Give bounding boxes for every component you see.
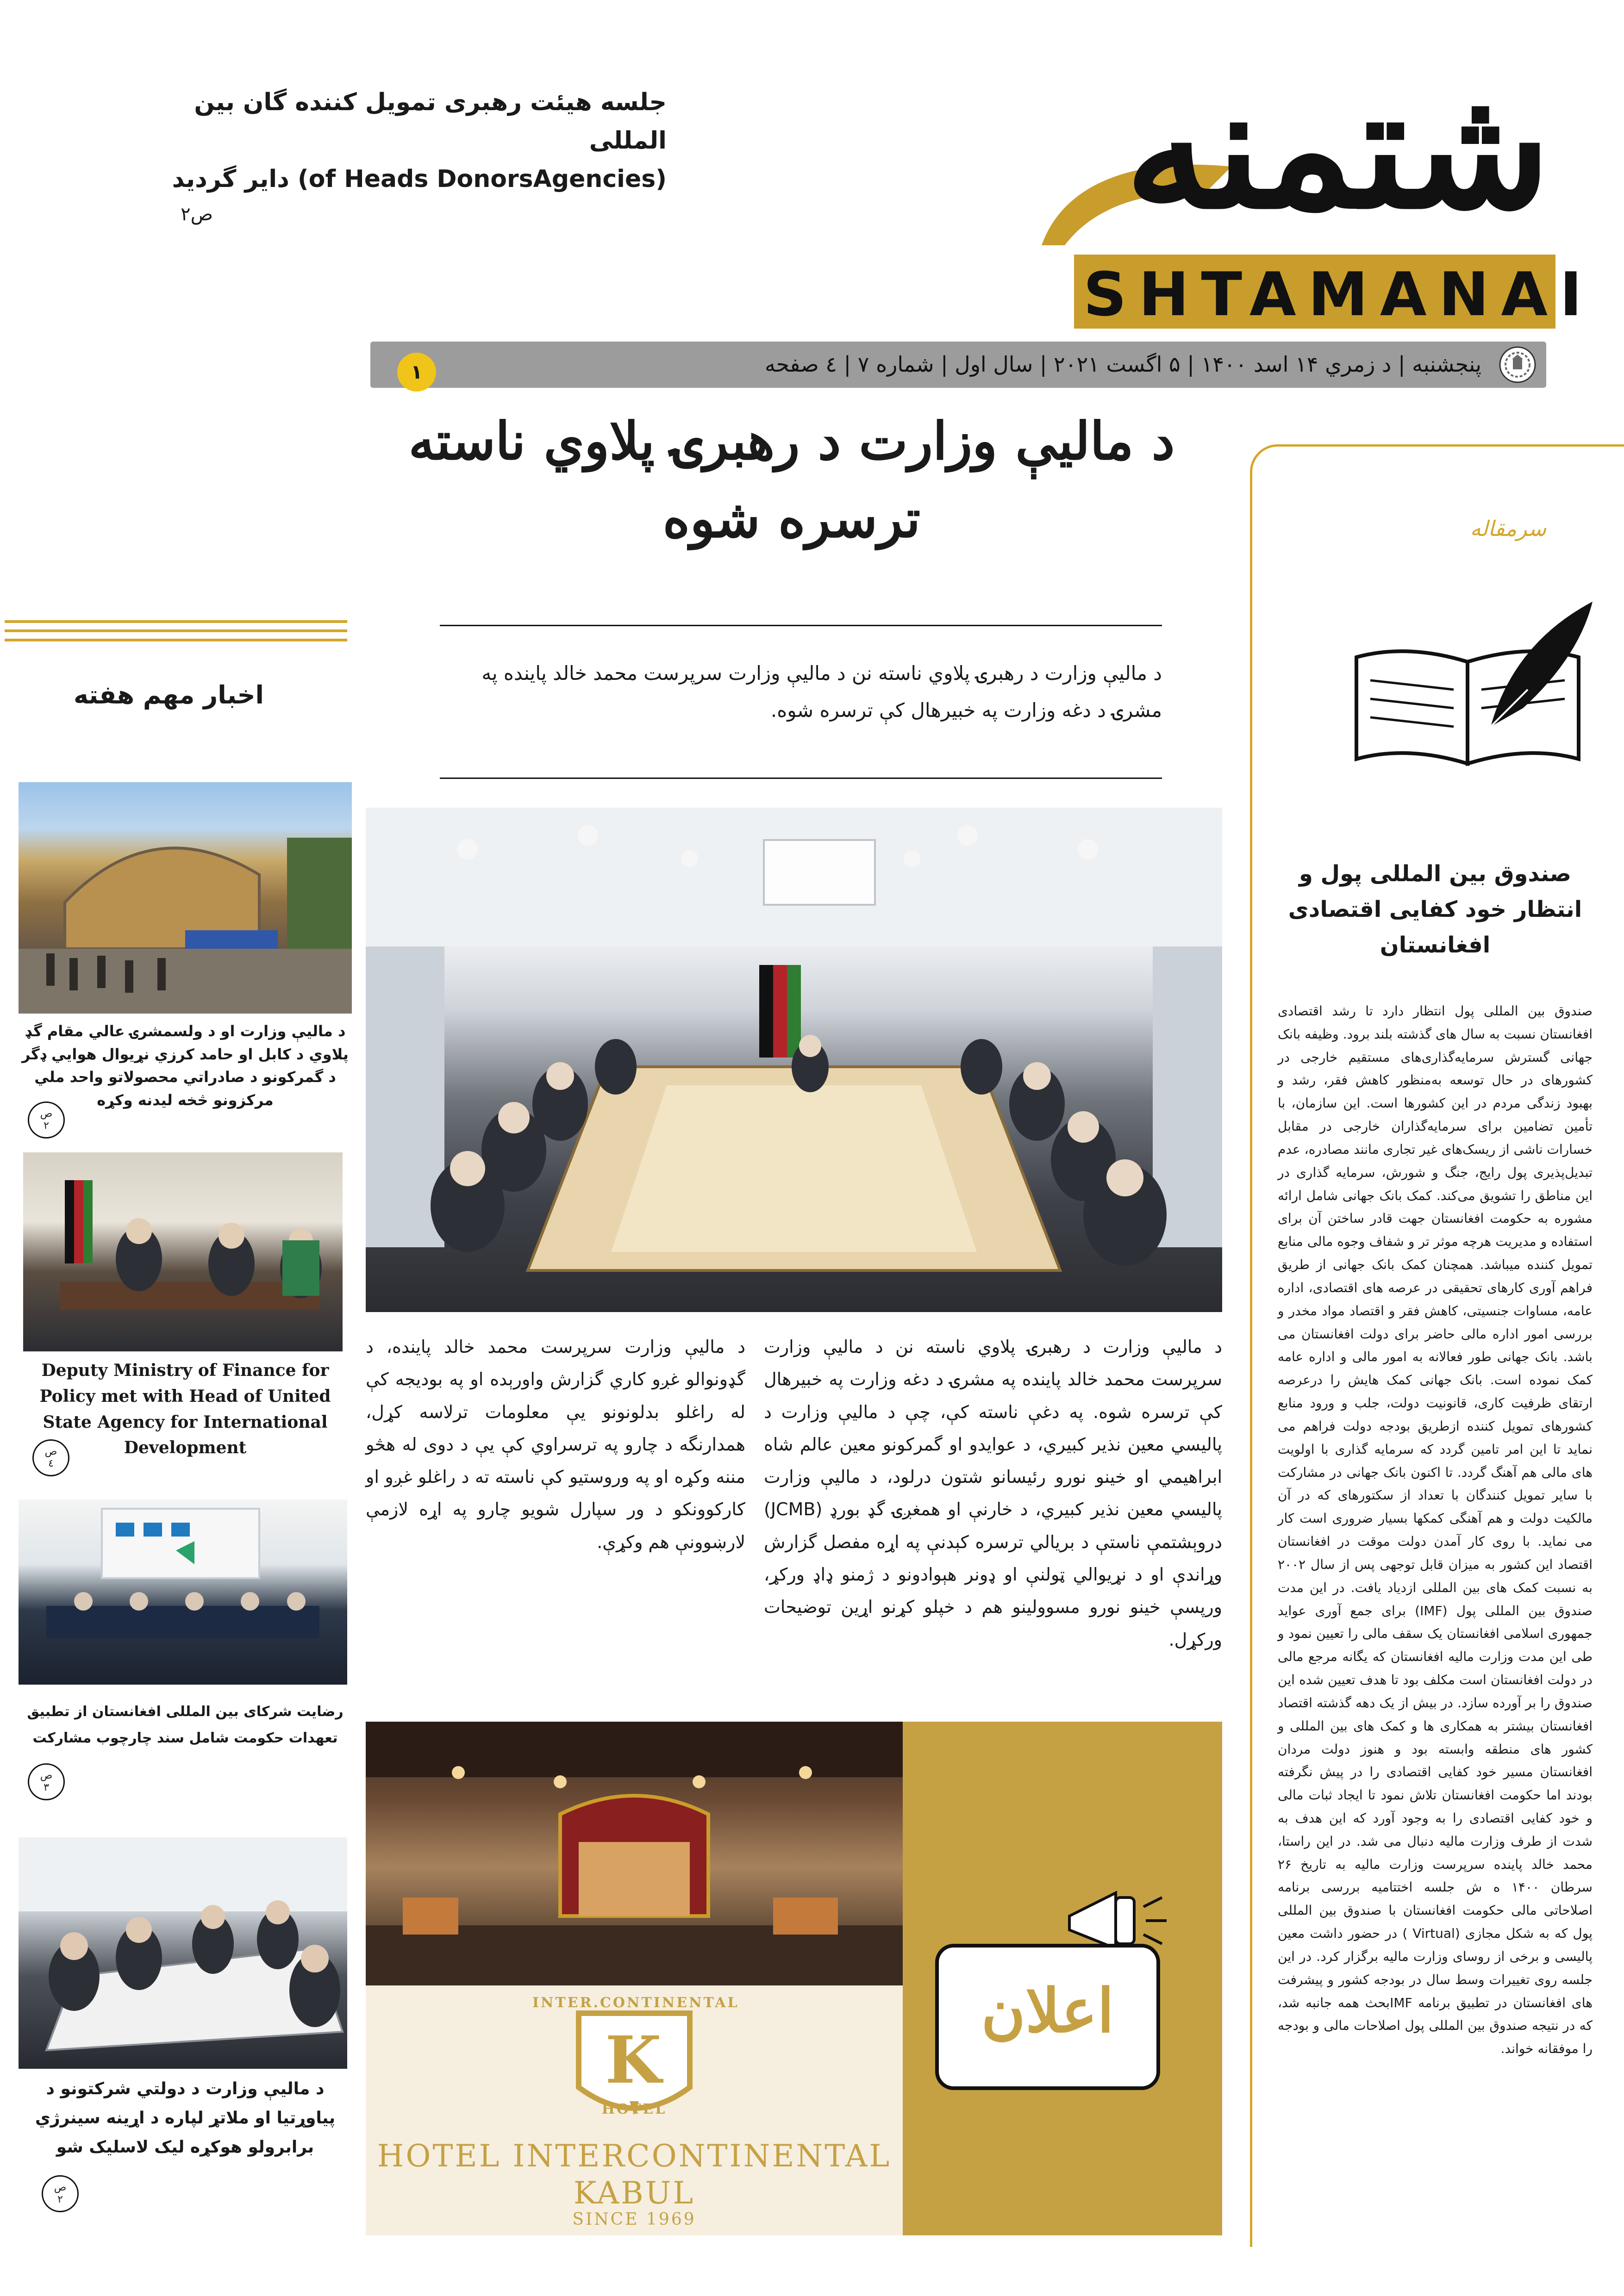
conference-room-illustration xyxy=(366,808,1222,1312)
editorial-title-line2: انتظار خود کفایی اقتصادی xyxy=(1288,896,1582,922)
book-quill-icon xyxy=(1338,597,1597,773)
editorial-body: صندوق بین المللی پول انتظار دارد تا رشد اقتصادی افغانستان نسبت به سال های گذشته بلند برود. وظیفه بانک جهانی گسترش سرمایه‌گذاری‌های مستقیم خارجی در کشورهای در حال توسعه به‌منظور کاهش فقر، رشد و بهبود زندگی مردم در این کشورها است. این سازمان، با تأمین تضامین برای سرمایه‌گذاران خارجی در مقابل خسارات ناشی از ریسک‌های غیر تجاری مانند مصادره، عدم تبدیل‌پذیری پول رایج، جنگ و شورش، سرمایه گذاری در این مناطق را تشویق می‌کند. کمک بانک جهانی شامل ارائه مشوره به حکومت افغانستان جهت قادر ساختن آن برای استفاده و مدیریت هرچه موثر تر و شفاف وجوه مالی منابع تمویل کننده میباشد. همچنان کمک بانک جهانی از طریق فراهم آوری کارهای تحقیقی در عرصه های اقتصادی، اداره عامه، مساوات جنسیتی، کاهش فقر و اقتصاد مواد مخدر و بررسی امور اداره مالی حاضر برای دولت افغانستان می باشد. بانک جهانی طور فعالانه به امور مالی و اداره عامه کمک نموده است. بانک جهانی کمک هایش را درعرصه ارتقای ظرفیت کاری، قانونیت دولت، جلب و ورود منابع کشورهای تمویل کننده ازطریق بودجه دولت فراهم می نماید تا این امر تامین گردد که سرمایه گذاری با اولویت های مالی هم آهنگ گردد. تا اکنون بانک جهانی در مشارکت با سایر تمویل کنندگان با تعداد از سکتورهای که در آن مالکیت دولت و هم آهنگی کمکها بسیار ضروری است کار می نماید. با روی کار آمدن دولت موقت در افغانستان اقتصاد این کشور به میزان قابل توجهی پس از سال ۲۰۰۲ به نسبت کمک های بین المللی ازدیاد یافت. در این مدت صندوق بین المللی پول (IMF) برای جمع آوری عواید جمهوری اسلامی افغانستان یک سقف مالی را تعیین نمود و طی این مدت وزارت مالیه افغانستان که یگانه مرجع مالی در دولت افغانستان است مکلف بود تا هدف تعیین شده این صندوق را بر آورده سازد. در بیش از یک دهه گذشته اقتصاد افغانستان بیشتر به همکاری ها و کمک های بین المللی و کشور های منطقه وابسته بود و هنوز دولت مردان افغانستان مسیر خود کفایی اقتصادی را در پیش نگرفته بودند اما حکومت افغانستان تلاش نمود تا ایجاد ثبات مالی و خود کفایی اقتصادی را به وجود آورد که این هدف به شدت از طرف وزارت مالیه دنبال می شد. در این راستا، محمد خالد پاینده سرپرست وزارت مالیه به تاریخ ۲۶ سرطان ۱۴۰۰ ه ش جلسه اختتامیه بررسی برنامه اصلاحاتی مالی حکومت افغانستان با صندوق بین المللی پول که به شکل مجازی (Virtual ) در حضور داشت معین پالیسی و برخی از روسای وزارت مالیه برگزار کرد. در این جلسه روی تغییرات وسط سال در بودجه کشور و پیشرفت های افغانستان در تطبیق برنامه IMFبحث همه جانبه شد، که در نتیجه صندوق بین المللی پول اصلاحات مالی و بودجه را موفقانه خواند. xyxy=(1278,1003,1593,2057)
sidebar-caption-2: Deputy Ministry of Finance for Policy met with Head of United State Agency for International Development xyxy=(39,1361,331,1458)
page-ref-number: ۳ xyxy=(44,1782,49,1793)
editorial-icon-wrap xyxy=(1338,597,1597,773)
top-teaser-line1: جلسه هیئت رهبری تمویل کننده گان بین المللی xyxy=(194,88,667,155)
hotel-name-line3: SINCE 1969 xyxy=(572,2210,696,2229)
logo-wordmark: شتمنه xyxy=(1124,50,1551,246)
editorial-title xyxy=(1268,856,1602,963)
sidebar-caption-1: د ماليې وزارت او د ولسمشرۍ عالي مقام گډ پلاوي د کابل او حامد کرزي نړیوال هوايي ډگر د گمرکونو د صادراتي محصولاتو واحد ملي مرکزونو څخه لیدنه وکړه xyxy=(22,1022,349,1109)
masthead xyxy=(1037,50,1594,333)
page-number-badge: ۱ xyxy=(397,353,436,392)
logo-latin: SHTAMANAI xyxy=(1083,259,1594,330)
top-teaser-line2: (of Heads DonorsAgencies) دایر گردید xyxy=(172,165,667,193)
conference-stage-illustration xyxy=(19,1500,347,1685)
sidebar-gold-rule-3 xyxy=(5,639,347,641)
top-teaser[interactable] xyxy=(111,83,667,225)
page-ref-word: ص xyxy=(54,2181,67,2193)
editorial-title-line1: صندوق بین المللی پول و xyxy=(1299,861,1572,887)
sidebar-caption-4: د ماليې وزارت د دولتي شرکتونو د پیاوړتیا او ملاتړ لپاره د اړینه سینرژي برابرولو هوکړه لیک لاسلیک شو xyxy=(35,2079,336,2157)
sidebar-news-item-1[interactable] xyxy=(19,782,352,1134)
headline-rule-bottom xyxy=(440,778,1162,779)
sidebar-photo-4 xyxy=(19,1837,347,2069)
sidebar-page-ref-1 xyxy=(28,1101,65,1139)
sidebar-photo-3 xyxy=(19,1500,347,1685)
emblem-wrap xyxy=(1498,345,1537,384)
announcement-label: اعلان xyxy=(981,1975,1114,2046)
main-headline xyxy=(352,403,1231,558)
sidebar-news-item-3[interactable] xyxy=(19,1500,352,1814)
main-headline-line2: ترسره شوه xyxy=(662,489,921,549)
page-ref-number: ٤ xyxy=(48,1458,54,1469)
sidebar-photo-1 xyxy=(19,782,352,1014)
sidebar-gold-rule-1 xyxy=(5,620,347,623)
hotel-name-line2: KABUL xyxy=(573,2175,695,2211)
hotel-logo-sub: HOTEL xyxy=(601,2101,667,2117)
top-teaser-page-ref: ص۲ xyxy=(181,203,213,225)
announcement-bubble xyxy=(935,1944,1160,2090)
announcement-area xyxy=(903,1722,1222,2235)
sidebar-gold-rule-2 xyxy=(5,629,347,632)
sidebar-news-item-2[interactable] xyxy=(23,1152,347,1495)
page-ref-word: ص xyxy=(44,1445,57,1457)
issue-info-text: پنجشنبه | د زمري ۱۴ اسد ۱۴۰۰ | ۵ اگست ۲۰۲۱ | سال اول | شماره ۷ | ٤ صفحه xyxy=(764,352,1481,377)
hotel-logo-letter: K xyxy=(605,2022,663,2098)
issue-info-bar xyxy=(370,342,1546,388)
sidebar-page-ref-2 xyxy=(32,1439,69,1476)
main-headline-line1: د ماليې وزارت د رهبرۍ پلاوي ناسته xyxy=(408,411,1175,472)
hotel-name-line1: HOTEL INTERCONTINENTAL xyxy=(377,2138,892,2174)
main-story-column-left: د ماليې وزارت سرپرست محمد خالد پاینده، د گډونوالو غږو کاري گزارش واورېده او په بودیجه کې له راغلو بدلونونو يې معلومات ترلاسه کړل، همدارنگه د چارو په ترسراوي کې يې د دوی له هڅو مننه وکړه او په وروستیو کې ناسته ته د راغلو غږو او کارکوونکو د ور سپارل شویو چارو په اړه لازمې لارښوونې هم وکړې. xyxy=(366,1337,745,1552)
headline-rule-top xyxy=(440,625,1162,626)
lead-paragraph: د ماليې وزارت د رهبرۍ پلاوي ناسته نن د ماليې وزارت سرپرست محمد خالد پاینده په مشرۍ د دغه وزارت په خبیرهال کې ترسره شوه. xyxy=(481,662,1162,722)
sidebar-page-ref-4 xyxy=(42,2175,79,2212)
main-story-column-right: د ماليې وزارت د رهبرۍ پلاوي ناسته نن د ماليې وزارت سرپرست محمد خالد پاینده په مشرۍ د دغه وزارت په خبیرهال کې ترسره شوه. په دغې ناسته کې، چې د ماليې وزارت د پالیسي معین نذیر کبیري، د عوایدو او گمرکونو معین عالم شاه ابراهیمي او خینو نورو رئیسانو شتون درلود، د ماليې وزارت پالیسي معین نذیر کبیري، د خارنې او همغږۍ گډ بورډ (JCMB) دروېشتمې ناستې د بریالي ترسره کېدنې په اړه مفصل گزارش وړاندې او د نړیوالي ټولنې او ډونر هېوادونو د ژمنو ډاډ ورکړ، ورپسې خینو نورو مسوولینو هم د خپلو کړنو اړین توضیحات ورکړل. xyxy=(764,1337,1222,1650)
page-ref-number: ۲ xyxy=(57,2194,63,2205)
editorial-label: سرمقاله xyxy=(1470,516,1546,541)
page-ref-word: ص xyxy=(40,1108,53,1120)
sidebar-photo-2 xyxy=(23,1152,343,1351)
page-ref-number: ۲ xyxy=(44,1120,49,1132)
sidebar-page-ref-3 xyxy=(28,1763,65,1800)
signing-meeting-illustration xyxy=(19,1837,347,2069)
hotel-photo xyxy=(366,1722,903,1985)
main-story-photo xyxy=(366,808,1222,1312)
factory-visit-illustration xyxy=(19,782,352,1014)
editorial-title-line3: افغانستان xyxy=(1380,932,1491,958)
sidebar-caption-3: رضایت شرکای بین المللی افغانستان از تطبیق تعهدات حکومت شامل سند چارچوب مشارکت xyxy=(27,1704,344,1746)
page-ref-word: ص xyxy=(40,1769,53,1781)
sidebar-news-item-4[interactable] xyxy=(19,1837,352,2226)
advert-panel[interactable] xyxy=(366,1722,1222,2235)
afghan-emblem-icon xyxy=(1498,345,1537,384)
sidebar-title: اخبار مهم هفته xyxy=(74,680,264,709)
office-meeting-illustration xyxy=(23,1152,343,1351)
hotel-logo-arc: INTER.CONTINENTAL xyxy=(532,1995,739,2011)
hotel-branding xyxy=(366,1985,903,2235)
hotel-interior-illustration xyxy=(366,1722,903,1985)
